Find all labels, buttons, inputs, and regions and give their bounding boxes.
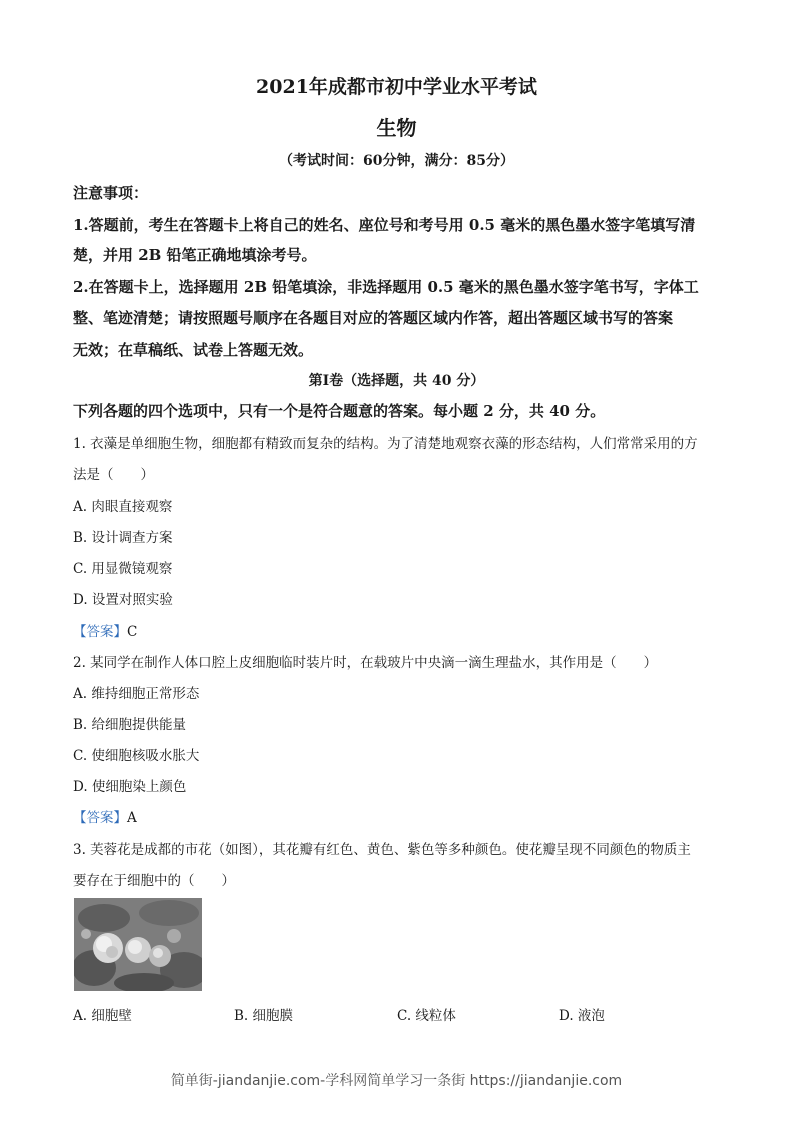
subject-title: 生物 [376,116,417,140]
section-instruction: 下列各题的四个选项中，只有一个是符合题意的答案。每小题 2 分，共 40 分。 [73,402,606,420]
option: D. 使细胞染上颜色 [73,779,187,795]
notes-line: 2.在答题卡上，选择题用 2B 铅笔填涂，非选择题用 0.5 毫米的黑色墨水签字笔书写，字体工 [73,278,699,296]
option: C. 线粒体 [397,1008,456,1024]
question-stem: 2. 某同学在制作人体口腔上皮细胞临时装片时，在载玻片中央滴一滴生理盐水，其作用是（ ） [73,655,658,671]
answer-value: A [127,810,137,826]
footer-watermark: 简单街-jiandanjie.com-学科网简单学习一条街 https://jiandanjie.com [170,1073,623,1089]
option: B. 给细胞提供能量 [73,717,187,733]
notes-line: 无效；在草稿纸、试卷上答题无效。 [73,341,314,359]
option: B. 细胞膜 [234,1008,294,1024]
notes-line: 1.答题前，考生在答题卡上将自己的姓名、座位号和考号用 0.5 毫米的黑色墨水签字笔填写清 [73,216,696,234]
hibiscus-flower-photo [74,898,202,991]
option: A. 细胞壁 [73,1008,132,1024]
answer-line [73,620,723,640]
question-stem: 要存在于细胞中的（ ） [73,873,235,889]
notes-heading: 注意事项： [73,184,149,202]
question-stem: 法是（ ） [73,467,154,483]
option: B. 设计调查方案 [73,530,173,546]
option: C. 使细胞核吸水胀大 [73,748,200,764]
answer-line [73,806,723,826]
answer-label: 【答案】 [73,810,127,826]
option: D. 设置对照实验 [73,592,173,608]
exam-title: 2021年成都市初中学业水平考试 [256,76,537,98]
notes-line: 整、笔迹清楚；请按照题号顺序在各题目对应的答题区域内作答，超出答题区域书写的答案 [73,309,674,327]
option: A. 维持细胞正常形态 [73,686,200,702]
notes-line: 楚，并用 2B 铅笔正确地填涂考号。 [73,246,317,264]
section-title: 第Ⅰ卷（选择题，共 40 分） [308,373,485,389]
question-stem: 3. 芙蓉花是成都的市花（如图），其花瓣有红色、黄色、紫色等多种颜色。使花瓣呈现不同颜色的物质主 [73,842,691,858]
option: A. 肉眼直接观察 [73,499,173,515]
option: D. 液泡 [559,1008,605,1024]
answer-value: C [127,624,138,640]
option: C. 用显微镜观察 [73,561,173,577]
answer-label: 【答案】 [73,624,127,640]
question-stem: 1. 衣藻是单细胞生物，细胞都有精致而复杂的结构。为了清楚地观察衣藻的形态结构，人们常常采用的方 [73,436,698,452]
exam-info: （考试时间：60分钟，满分：85分） [279,153,514,169]
